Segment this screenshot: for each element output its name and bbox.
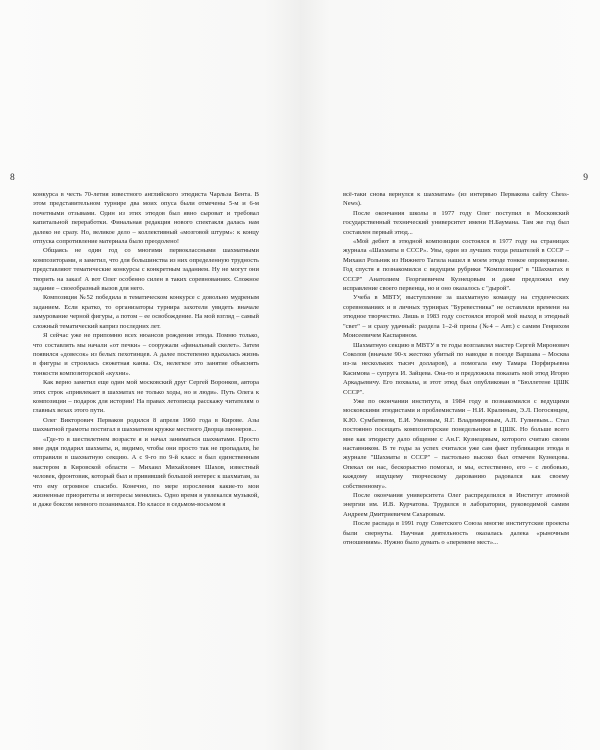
paragraph: Шахматную секцию в МВТУ в те годы возглавлял мастер Сергей Миронович Соколов (вначале 90-х жестоко убитый по наводке в поезде Варшава – Москва из-за нескольких тысяч долларов), а помогала ему Тамара Порфирьевна Касимова – супруга И. Зайцева. Она-то и предложила показать мой этюд Игорю Аркадьевичу. Его похвалы, и этот этюд был опубликован в "Бюллетене ЦШК СССР".: [343, 341, 569, 396]
paragraph: После окончания школы в 1977 году Олег поступил в Московский государственный технический университет имени Н.Баумана. Там же год был составлен первый этюд...: [343, 209, 569, 236]
paragraph: Я сейчас уже не припомню всех нюансов рождения этюда. Помню только, что составлять мы начали «от печки» – сооружали «финальный скелет». Затем появился «довесок» из белых пехотинцев. А далее постепенно вдыхалась жизнь в фигуры и строилась сюжетная канва. Ох, нелегкое это занятие объяснять тонкости композиторской «кухни».: [33, 332, 259, 377]
paragraph: Уже по окончании института, в 1984 году я познакомился с ведущими московскими этюдистами и проблемистами – Н.И. Кралиным, Э.Л. Погосянцем, К.Ю. Сумбатяном, Е.И. Умновым, Я.Г. Владимировым, А.П. Гулиевым... Стал постоянно посещать композиторские понедельники в ЦШК. Но больше всего мне как этюдисту дало общение с Ан.Г. Кузнецовым, которого считаю своим наставником. В те годы за успех считался уже сам факт публикации этюда в журнале "Шахматы в СССР" – пастольно высоко был отмечен Кузнецова. Опекал он нас, бескорыстно помогал, и мы, естественно, его – с любовью, каждому ищущему творческому дарованию радовался как своему собственному».: [343, 397, 569, 490]
paragraph: Олег Викторович Перваков родился 8 апреля 1960 года в Кирове. Азы шахматной грамоты постигал в шахматном кружке местного Дворца пионеров...: [33, 416, 259, 434]
right-page: [300, 0, 600, 750]
page-body: [33, 190, 259, 510]
page-body: [343, 190, 569, 547]
page-number: 8: [10, 173, 15, 183]
paragraph: всё-таки снова вернулся к шахматам» (из интервью Первакова сайту Chess-News).: [343, 191, 569, 208]
page-number: 9: [583, 173, 588, 183]
paragraph: После распада в 1991 году Советского Союза многие институтские проекты были свернуты. Научная деятельность оказалась далека «рыночным отношениям». Нужно было думать о «перемене мест»...: [343, 520, 569, 547]
paragraph: Общаясь не один год со многими первоклассными шахматными композиторами, я заметил, что для большинства из них определенную трудность представляют тематические конкурсы с конкретным заданием. Ну не могут они творить на заказ! А вот Олег особенно силен в таких соревнованиях. Сложное задание – своеобразный вызов для него.: [33, 247, 259, 293]
paragraph: Композиция №52 победила в тематическом конкурсе с довольно мудреным заданием. Если кратко, то организаторы турнира захотели увидеть вначале замурование черной фигуры, а потом – ее освобождение. На мой взгляд – самый сложный тематический каприз последних лет.: [33, 294, 259, 330]
paragraph: «Где-то в шестилетнем возрасте я и начал заниматься шахматами. Просто мне дядя подарил шахматы, и, видимо, чтобы они просто так не пропадали, he отправили в шахматную секцию. А с 9-го по 9-й класс я был единственным мастером в Кировской области – Михаил Михайлович Шахов, известный человек, фронтовик, который был и прививший большой интерес к шахматам, за что ему огромное спасибо. Конечно, по мере взросления какие-то мои жизненные приоритеты и интересы менялись. Одно время я увлекался музыкой, и даже боксом немного позанимался. Но классе в седьмом-восьмом я: [33, 435, 259, 509]
paragraph: «Мой дебют в этюдной композиции состоялся в 1977 году на страницах журнала «Шахматы в СССР». Увы, один из лучших тогда решателей в СССР – Михаил Рольник из Нижнего Тагила нашел в моем этюде тонкое опровержение. Год спустя я познакомился с ведущим рубрики "Композиция" в "Шахматах в СССР" Анатолием Георгиевичем Кузнецовым и даже предложил ему исправление своего первенца, но и оно оказалось с "дырой".: [343, 238, 569, 293]
paragraph: После окончания университета Олег распределился в Институт атомной энергии им. И.В. Курчатова. Трудился в лаборатории, руководимой самим Андреем Дмитриевичем Сахаровым.: [343, 492, 569, 518]
paragraph: конкурса в честь 70-летия известного английского этюдиста Чарльза Бента. В этом представительном турнире два моих опуса были отмечены 5-м и 6-м почетными отзывами. Один из этих этюдов был явно сыроват и требовал капитальной переработки. Финальная редакция нового спектакля далась нам далеко не сразу. Но, великое дело – коллективный «мозговой штурм»: к концу отпуска сопротивление материала было преодолено!: [33, 191, 259, 246]
paragraph: Как верно заметил еще один мой московский друг Сергей Воронков, автора этих строк «привлекает в шахматах не только ходы, но и люди». Путь Олега к композиции – подарок для истории! На правах летописца расскажу читателям о главных вехах этого пути.: [33, 379, 259, 415]
paragraph: Учеба в МВТУ, выступление за шахматную команду на студенческих соревнованиях и в личных турнирах "Буревестника" не оставляли времени на этюдное творчество. Лишь в 1983 году состоялся второй мой выход в этюдный "свет" – и сразу удачный: раздела 1–2-й призы (№4 – Авт.) с самим Генрихом Моисеевичем Каспаряном.: [343, 294, 569, 340]
